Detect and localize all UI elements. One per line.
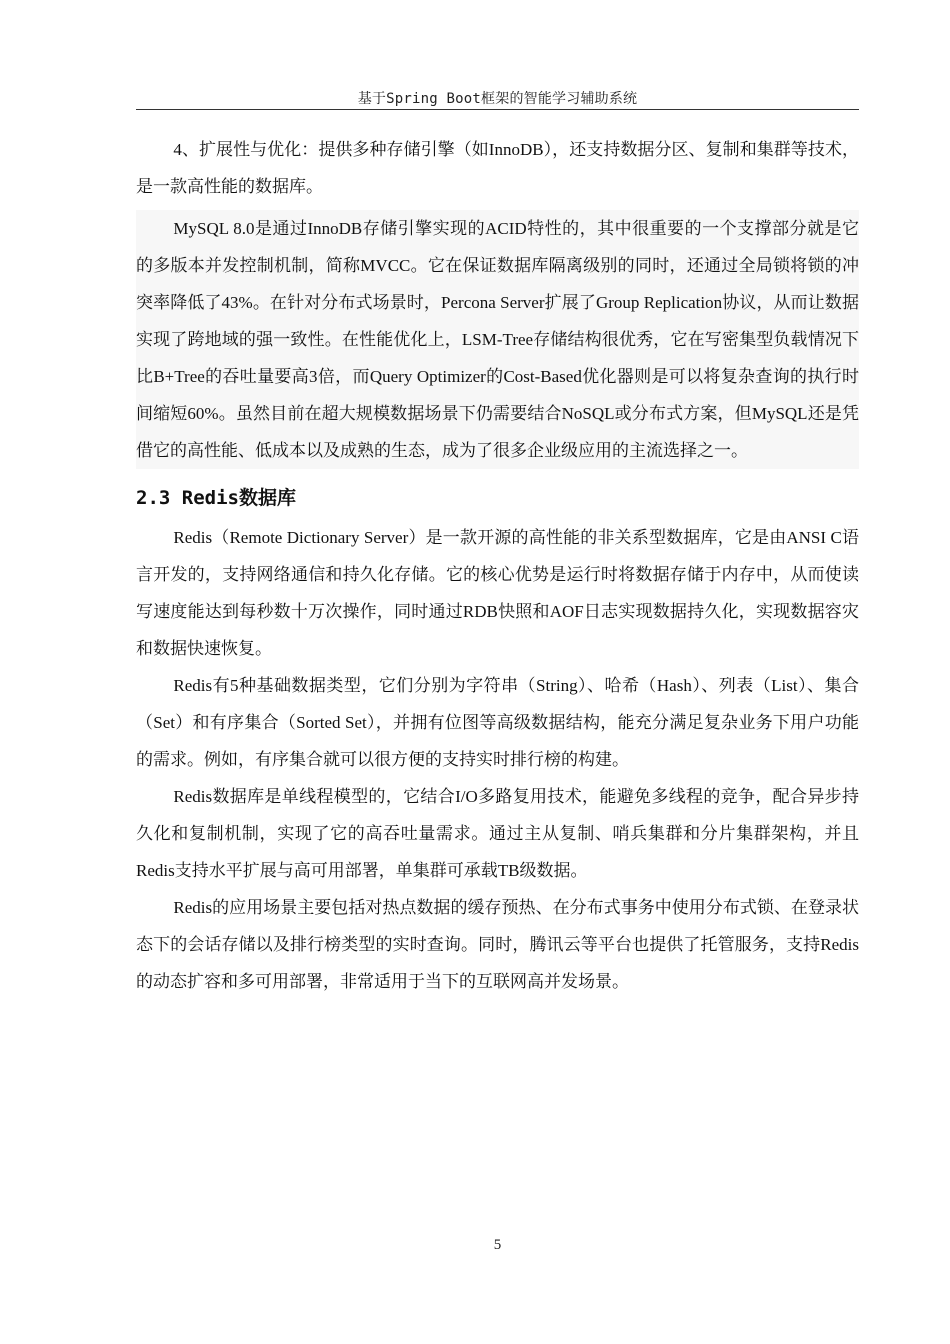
paragraph-extensibility: 4、扩展性与优化：提供多种存储引擎（如InnoDB），还支持数据分区、复制和集群等技术，是一款高性能的数据库。 bbox=[136, 140, 859, 196]
paragraph-redis-use-cases: Redis的应用场景主要包括对热点数据的缓存预热、在分布式事务中使用分布式锁、在登录状态下的会话存储以及排行榜类型的实时查询。同时，腾讯云等平台也提供了托管服务，支持Redis的动态扩容和多可用部署，非常适用于当下的互联网高并发场景。 bbox=[136, 898, 859, 991]
paragraph-mysql-8: MySQL 8.0是通过InnoDB存储引擎实现的ACID特性的，其中很重要的一个支撑部分就是它的多版本并发控制机制，简称MVCC。它在保证数据库隔离级别的同时，还通过全局锁将锁的冲突率降低了43%。在针对分布式场景时，Percona Server扩展了Group Replication协议，从而让数据实现了跨地域的强一致性。在性能优化上，LSM-Tree存储结构很优秀，它在写密集型负载情况下比B+Tree的吞吐量要高3倍，而Query Optimizer的Cost-Based优化器则是可以将复杂查询的执行时间缩短60%。虽然目前在超大规模数据场景下仍需要结合NoSQL或分布式方案，但MySQL还是凭借它的高性能、低成本以及成熟的生态，成为了很多企业级应用的主流选择之一。 bbox=[136, 210, 859, 469]
running-header: 基于Spring Boot框架的智能学习辅助系统 bbox=[357, 91, 638, 107]
header-rule bbox=[136, 109, 859, 110]
paragraph-redis-threading: Redis数据库是单线程模型的，它结合I/O多路复用技术，能避免多线程的竞争，配合异步持久化和复制机制，实现了它的高吞吐量需求。通过主从复制、哨兵集群和分片集群架构，并且Redis支持水平扩展与高可用部署，单集群可承载TB级数据。 bbox=[136, 787, 859, 880]
page-content bbox=[136, 131, 859, 1000]
paragraph-redis-intro: Redis（Remote Dictionary Server）是一款开源的高性能的非关系型数据库，它是由ANSI C语言开发的，支持网络通信和持久化存储。它的核心优势是运行时将数据存储于内存中，从而使读写速度能达到每秒数十万次操作，同时通过RDB快照和AOF日志实现数据持久化，实现数据容灾和数据快速恢复。 bbox=[136, 528, 859, 658]
page-number: 5 bbox=[493, 1237, 502, 1253]
paragraph-redis-data-types: Redis有5种基础数据类型，它们分别为字符串（String）、哈希（Hash）、列表（List）、集合（Set）和有序集合（Sorted Set），并拥有位图等高级数据结构，能充分满足复杂业务下用户功能的需求。例如，有序集合就可以很方便的支持实时排行榜的构建。 bbox=[136, 676, 859, 769]
section-heading-redis: 2.3 Redis数据库 bbox=[136, 487, 296, 509]
